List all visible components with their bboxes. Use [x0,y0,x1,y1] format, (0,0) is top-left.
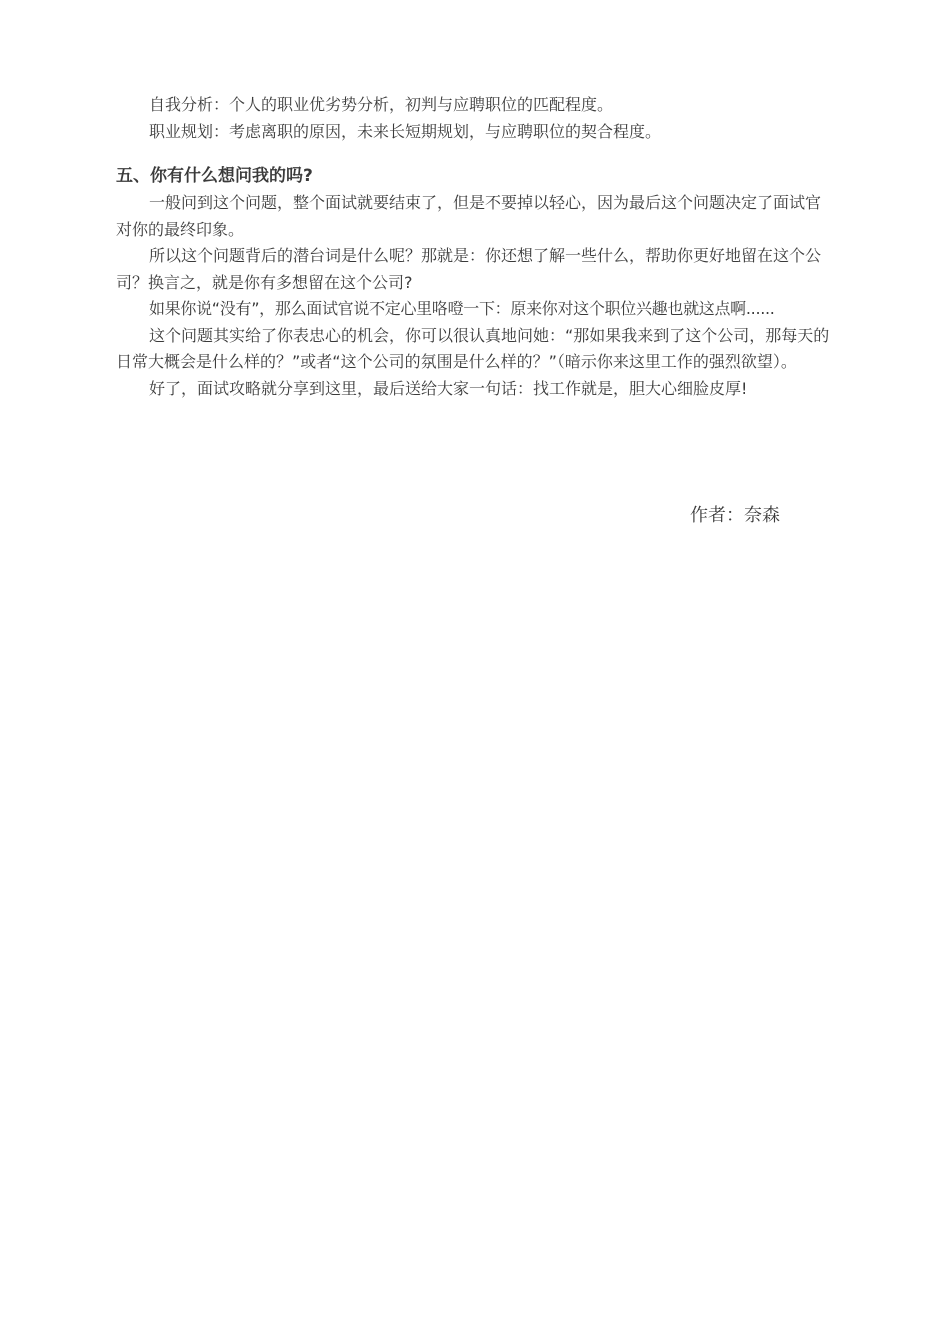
document-body [116,92,832,402]
body-paragraph: 一般问到这个问题，整个面试就要结束了，但是不要掉以轻心，因为最后这个问题决定了面试官对你的最终印象。 [116,193,822,239]
author-signature: 作者：奈森 [690,505,780,526]
self-analysis-paragraph: 自我分析：个人的职业优劣势分析，初判与应聘职位的匹配程度。 [149,95,614,114]
body-paragraph: 如果你说“没有”，那么面试官说不定心里咯噔一下：原来你对这个职位兴趣也就这点啊...... [149,299,775,318]
body-paragraph: 好了，面试攻略就分享到这里，最后送给大家一句话：找工作就是，胆大心细脸皮厚! [149,378,748,398]
section-heading: 五、你有什么想问我的吗? [116,166,313,186]
body-paragraph: 所以这个问题背后的潜台词是什么呢？那就是：你还想了解一些什么，帮助你更好地留在这个公司？换言之，就是你有多想留在这个公司? [116,246,822,292]
career-plan-paragraph: 职业规划：考虑离职的原因，未来长短期规划，与应聘职位的契合程度。 [149,121,662,141]
body-paragraph: 这个问题其实给了你表忠心的机会，你可以很认真地问她：“那如果我来到了这个公司，那每天的日常大概会是什么样的？”或者“这个公司的氛围是什么样的？”（暗示你来这里工作的强烈欲望）。 [116,325,830,371]
